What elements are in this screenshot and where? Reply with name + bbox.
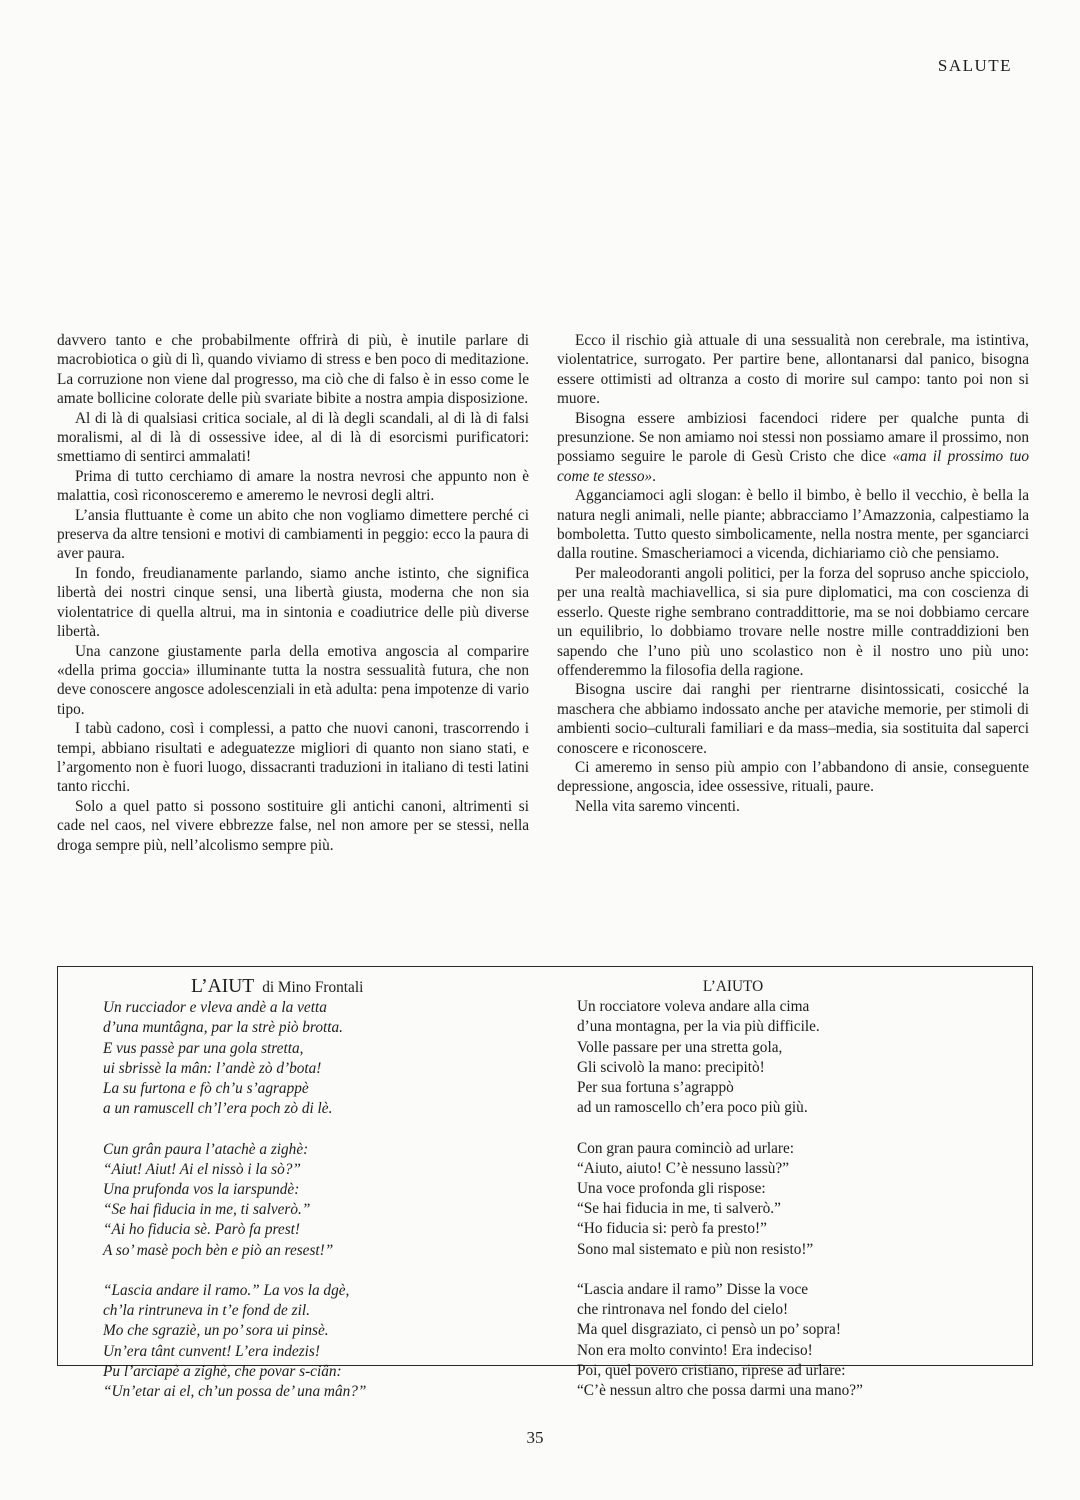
poem-line: Un’era tânt cunvent! L’era indezis! (103, 1342, 320, 1360)
poem-line: che rintronava nel fondo del cielo! (577, 1301, 789, 1319)
paragraph-text: Bisogna essere ambiziosi facendoci ridere per qualche punta di presunzione. Se non amiamo noi stessi non possiamo amare il prossimo, non possiamo seguire le parole di Gesù Cristo che dice (557, 409, 1029, 466)
poem-line: Una prufonda vos la iarspundè: (103, 1181, 300, 1199)
section-title: SALUTE (937, 56, 1013, 75)
paragraph (557, 409, 1029, 487)
poem-line: Poi, quel povero cristiano, riprese ad urlare: (577, 1361, 846, 1379)
poem-line: Non era molto convinto! Era indeciso! (577, 1341, 813, 1359)
poem-stanza (577, 1139, 889, 1260)
poem-dialect (103, 977, 366, 1402)
poem-title-line (103, 977, 366, 998)
poem-line: d’una montagna, per la via più difficile. (577, 1018, 820, 1036)
poem-line: Sono mal sistemato e più non resisto!” (577, 1240, 814, 1258)
poem-line: “Aiut! Aiut! Ai el nissò i la sò?” (103, 1160, 301, 1178)
poem-stanza (577, 1280, 889, 1401)
poem-line: “Lascia andare il ramo.” La vos la dgè, (103, 1282, 350, 1300)
poem-line: “Aiuto, aiuto! C’è nessuno lassù?” (577, 1159, 789, 1177)
poem-line: Gli scivolò la mano: precipitò! (577, 1058, 765, 1076)
poem-line: Mo che sgraziè, un po’ sora ui pinsè. (103, 1322, 329, 1340)
poem-stanza (103, 998, 366, 1119)
paragraph: Al di là di qualsiasi critica sociale, al di là degli scandali, al di là di falsi moralismi, al di là di ossessive idee, al di là di esorcismi purificatori: smettiamo di sentirci ammalati! (57, 409, 529, 466)
poem-line: d’una muntâgna, par la strè piò brotta. (103, 1019, 343, 1037)
poem-box (57, 966, 1033, 1401)
paragraph: Nella vita saremo vincenti. (575, 797, 740, 815)
poem-line: “Ai ho fiducia sè. Parò fa prest! (103, 1221, 301, 1239)
poem-line: La su furtona e fò ch’u s’agrappè (103, 1080, 309, 1098)
paragraph: Ecco il rischio già attuale di una sessualità non cerebrale, ma istintiva, violentatrice, surrogato. Per partire bene, allontanarsi dal panico, bisogna essere ottimisti ad oltranza a costo di morire sul campo: tanto poi non si muore. (557, 332, 1029, 408)
poem-stanza (103, 1140, 366, 1261)
poem-stanza (103, 1281, 366, 1402)
poem-line: “Un’etar ai el, ch’un possa de’ una mân?” (103, 1383, 367, 1401)
paragraph: Bisogna uscire dai ranghi per rientrarne disintossicati, cosicché la maschera che abbiamo indossato anche per ataviche memorie, per stimoli di ambienti socio–culturali familiari e da mass–media, sia sostituita dal saperci conoscere e riconoscere. (557, 681, 1029, 757)
poem-line: Pu l’arciapè a zighè, che povar s-ciân: (103, 1362, 342, 1380)
paragraph-text: . (652, 467, 656, 485)
poem-line: “Ho fiducia si: però fa presto!” (577, 1220, 767, 1238)
paragraph: Agganciamoci agli slogan: è bello il bimbo, è bello il vecchio, è bella la natura negli animali, nelle piante; abbracciamo l’Amazzonia, calpestiamo la bomboletta. Tutto questo simbolicamente, nella nostra mente, per sganciarci dalla routine. Smascheriamoci a vicenda, dichiariamo ciò che pensiamo. (557, 487, 1029, 563)
poem-line: “Lascia andare il ramo” Disse la voce (577, 1281, 809, 1299)
poem-author: di Mino Frontali (262, 979, 364, 996)
article-right-column (557, 331, 1029, 816)
paragraph: Ci ameremo in senso più ampio con l’abbandono di ansie, conseguente depressione, angoscia, idee ossessive, rituali, paure. (557, 758, 1029, 796)
poem-line: Per sua fortuna s’agrappò (577, 1079, 734, 1097)
poem-line: Una voce profonda gli rispose: (577, 1180, 766, 1198)
poem-line: A so’ masè poch bèn e piò an resest!” (103, 1241, 334, 1259)
paragraph: I tabù cadono, così i complessi, a patto che nuovi canoni, trascorrendo i tempi, abbiano risultati e adeguatezze migliori di quanto non siano stati, e l’argomento non è fuori luogo, dissacranti traduzioni in italiano di testi latini tanto ricchi. (57, 720, 529, 796)
paragraph: In fondo, freudianamente parlando, siamo anche istinto, che significa libertà dei nostri cinque sensi, una libertà giusta, moderna che non sia violentatrice di quella altrui, ma in sintonia e coadiutrice delle più diverse libertà. (57, 564, 529, 641)
poem-line: ui sbrissè la mân: l’andè zò d’bota! (103, 1059, 322, 1077)
paragraph: Una canzone giustamente parla della emotiva angoscia al comparire «della prima goccia» illuminante tutta la nostra sessualità futura, che non deve conoscere angosce adolescenziali in età adulta: pena impotenze di vario tipo. (57, 642, 529, 718)
poem-italian (577, 977, 889, 1401)
poem-line: Ma quel disgraziato, ci pensò un po’ sopra! (577, 1321, 841, 1339)
poem-line: E vus passè par una gola stretta, (103, 1039, 304, 1057)
poem-line: ad un ramoscello ch’era poco più giù. (577, 1099, 808, 1117)
poem-line: “C’è nessun altro che possa darmi una mano?” (577, 1382, 863, 1400)
paragraph: L’ansia fluttuante è come un abito che non vogliamo dimettere perché ci preserva da altre tensioni e motivi di cambiamenti in peggio: ecco la paura di aver paura. (57, 506, 529, 563)
paragraph: Per maleodoranti angoli politici, per la forza del sopruso anche spicciolo, per una realtà machiavellica, si sia pure diplomatici, ma con coscienza di esserlo. Queste righe sembrano contraddittorie, ma se noi dobbiamo cercare un equilibrio, lo dobbiamo trovare nelle nostre mille contraddizioni ben sapendo che l’uno più uno scolastico non è il nostro uno più uno: offenderemmo la filosofia della ragione. (557, 564, 1029, 679)
poem-line: ch’la rintruneva in t’e fond de zil. (103, 1302, 310, 1320)
article-left-column (57, 331, 529, 855)
page-number: 35 (526, 1428, 544, 1447)
paragraph: davvero tanto e che probabilmente offrirà di più, è inutile parlare di macrobiotica o giù di lì, quando viviamo di stress e ben poco di meditazione. La corruzione non viene dal progresso, ma ciò che di falso è in esso come le amate bollicine colorate delle più svariate bibite a nostra ampia disposizione. (57, 332, 529, 408)
poem-line: Con gran paura cominciò ad urlare: (577, 1139, 795, 1157)
poem-line: Un rocciatore voleva andare alla cima (577, 998, 810, 1016)
poem-title: L’AIUTO (702, 978, 764, 995)
poem-line: a un ramuscell ch’l’era poch zò di lè. (103, 1100, 333, 1118)
poem-line: Cun grân paura l’atachè a zighè: (103, 1140, 309, 1158)
poem-stanza (577, 997, 889, 1118)
paragraph: Solo a quel patto si possono sostituire gli antichi canoni, altrimenti si cade nel caos, nel vivere ebbrezze false, nel non amore per se stessi, nella droga sempre più, nell’alcolismo sempre più. (57, 797, 529, 854)
paragraph: Prima di tutto cerchiamo di amare la nostra nevrosi che appunto non è malattia, così riconosceremo e ameremo le nevrosi degli altri. (57, 467, 529, 505)
poem-line: “Se hai fiducia in me, ti salverò.” (577, 1200, 781, 1218)
poem-title: L’AIUT (191, 976, 255, 997)
gospel-quote: «ama il prossimo tuo come te stesso» (557, 448, 1029, 485)
poem-line: Un rucciador e vleva andè a la vetta (103, 999, 327, 1017)
poem-line: Volle passare per una stretta gola, (577, 1038, 783, 1056)
poem-line: “Se hai fiducia in me, ti salverò.” (103, 1201, 311, 1219)
